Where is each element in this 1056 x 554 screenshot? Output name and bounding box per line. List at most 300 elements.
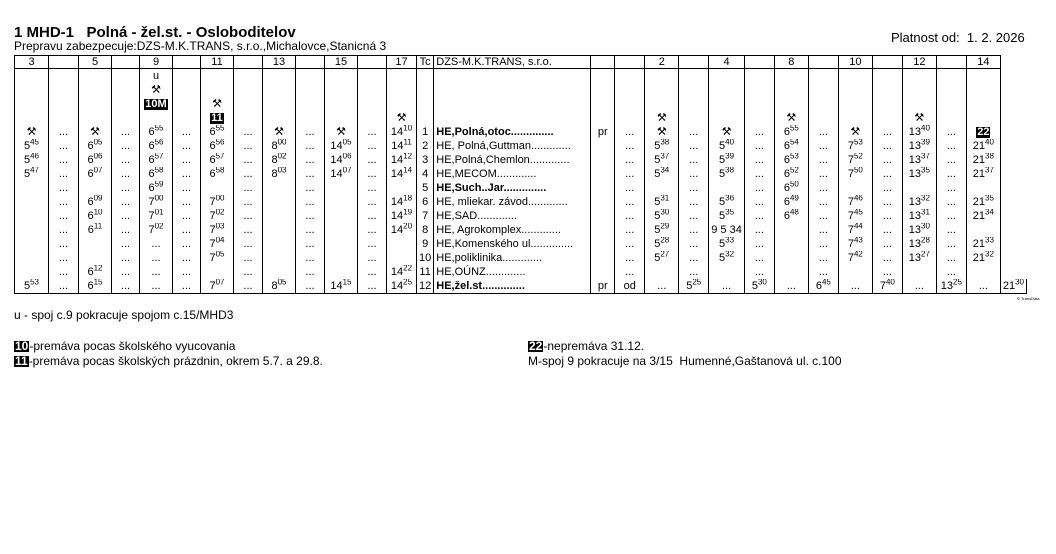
time-cell: $6^{07}$ (79, 167, 112, 181)
time-cell: ... (49, 125, 79, 139)
time-cell: $6^{50}$ (774, 181, 808, 195)
time-cell: ⚒ (15, 125, 49, 139)
time-cell (49, 69, 79, 84)
stop-name (434, 97, 591, 111)
time-cell: ... (679, 153, 709, 167)
time-cell: ... (173, 265, 201, 279)
direction-cell (591, 195, 615, 209)
time-cell: ... (808, 125, 838, 139)
time-cell: ... (358, 251, 387, 265)
time-cell: ... (49, 223, 79, 237)
time-cell: ... (112, 237, 140, 251)
time-cell: ... (808, 139, 838, 153)
time-cell: ... (966, 279, 1000, 294)
time-cell: ... (679, 139, 709, 153)
note-10-text: -premáva pocas školského vyucovania (29, 339, 236, 353)
note-10 (14, 339, 235, 353)
time-cell: ... (744, 209, 774, 223)
time-cell (15, 69, 49, 84)
time-cell (325, 195, 358, 209)
time-cell: ... (872, 265, 902, 279)
time-cell: ⚒ (387, 111, 417, 125)
stop-name (434, 111, 591, 125)
time-cell (615, 69, 645, 84)
time-cell (872, 69, 902, 84)
time-cell: $6^{55}$ (140, 125, 173, 139)
marker-row (15, 97, 1027, 111)
time-cell: 9 5 34 (709, 223, 745, 237)
table-row (15, 223, 1027, 237)
time-cell: ... (358, 209, 387, 223)
time-cell: ... (358, 181, 387, 195)
time-cell (325, 209, 358, 223)
time-cell: ⚒ (645, 111, 679, 125)
time-cell: ... (234, 237, 263, 251)
trip-number (112, 56, 140, 69)
time-cell: ... (902, 279, 936, 294)
time-cell: ... (173, 223, 201, 237)
time-cell: $6^{55}$ (774, 125, 808, 139)
time-cell (49, 111, 79, 125)
time-cell: ... (808, 209, 838, 223)
time-cell (966, 111, 1000, 125)
trip-number: 3 (15, 56, 49, 69)
time-cell: $7^{03}$ (201, 223, 234, 237)
time-cell: ... (234, 153, 263, 167)
time-cell (79, 69, 112, 84)
timetable-title: 1 MHD-1 Polná - žel.st. - Osloboditelov (14, 24, 296, 41)
time-cell (774, 237, 808, 251)
time-cell (201, 69, 234, 84)
trip-number: 14 (966, 56, 1000, 69)
time-cell: ... (872, 153, 902, 167)
time-cell (15, 97, 49, 111)
time-cell (263, 69, 296, 84)
time-cell (263, 265, 296, 279)
time-cell (966, 265, 1000, 279)
time-cell (838, 97, 872, 111)
time-cell: ... (112, 251, 140, 265)
time-cell: ... (808, 153, 838, 167)
time-cell: ... (615, 153, 645, 167)
time-cell (902, 97, 936, 111)
time-cell (263, 97, 296, 111)
time-cell: ... (296, 125, 325, 139)
table-row (15, 167, 1027, 181)
time-cell (263, 195, 296, 209)
trip-number: 13 (263, 56, 296, 69)
time-cell: ... (936, 223, 966, 237)
time-cell (966, 83, 1000, 97)
time-cell: $7^{46}$ (838, 195, 872, 209)
time-cell: $14^{05}$ (325, 139, 358, 153)
time-cell (263, 223, 296, 237)
time-cell (417, 83, 434, 97)
stop-number: 3 (417, 153, 434, 167)
time-cell: 22 (966, 125, 1000, 139)
time-cell (774, 223, 808, 237)
stop-name: HE,Polná,otoc.............. (434, 125, 591, 139)
time-cell: $5^{34}$ (645, 167, 679, 181)
time-cell: $14^{10}$ (387, 125, 417, 139)
time-cell: ... (679, 195, 709, 209)
time-cell: ... (744, 153, 774, 167)
time-cell: $5^{37}$ (645, 153, 679, 167)
time-cell (234, 69, 263, 84)
time-cell: ... (744, 181, 774, 195)
stop-name: HE,SAD............. (434, 209, 591, 223)
time-cell (645, 83, 679, 97)
time-cell: ... (709, 279, 745, 294)
time-cell: ... (679, 237, 709, 251)
time-cell: ... (774, 279, 808, 294)
time-cell: pr (591, 125, 615, 139)
time-cell: $6^{53}$ (774, 153, 808, 167)
time-cell: ... (112, 209, 140, 223)
time-cell: ... (744, 265, 774, 279)
time-cell: ... (112, 279, 140, 294)
time-cell: $21^{34}$ (966, 209, 1000, 223)
trip-number (679, 56, 709, 69)
time-cell: $13^{25}$ (936, 279, 966, 294)
stop-name: HE,OÚNZ............. (434, 265, 591, 279)
time-cell: ... (744, 125, 774, 139)
time-cell: $8^{05}$ (263, 279, 296, 294)
time-cell (774, 265, 808, 279)
time-cell: ... (173, 209, 201, 223)
time-cell (201, 83, 234, 97)
time-cell: $7^{04}$ (201, 237, 234, 251)
note-11-badge: 11 (15, 354, 28, 368)
time-cell: 1 (417, 125, 434, 139)
time-cell: $6^{12}$ (79, 265, 112, 279)
time-cell: $21^{33}$ (966, 237, 1000, 251)
time-cell: ... (872, 251, 902, 265)
time-cell: $6^{58}$ (140, 167, 173, 181)
time-cell: $6^{05}$ (79, 139, 112, 153)
time-cell: ... (296, 237, 325, 251)
time-cell: ... (358, 139, 387, 153)
note-m: M-spoj 9 pokracuje na 3/15 Humenné,Gaštanová ul. c.100 (528, 354, 842, 368)
direction-cell: pr (591, 279, 615, 294)
table-row (15, 181, 1027, 195)
time-cell (296, 69, 325, 84)
time-cell (709, 111, 745, 125)
time-cell (234, 111, 263, 125)
time-cell: $6^{55}$ (201, 125, 234, 139)
trip-number (591, 56, 615, 69)
time-cell: $14^{18}$ (387, 195, 417, 209)
time-cell (15, 83, 49, 97)
marker-row (15, 83, 1027, 97)
time-cell (325, 181, 358, 195)
time-cell: ... (872, 237, 902, 251)
time-cell: ... (173, 181, 201, 195)
trip-number: 8 (774, 56, 808, 69)
time-cell (358, 83, 387, 97)
time-cell: ... (808, 195, 838, 209)
validity-label: Platnost od: (891, 30, 960, 45)
time-cell: $6^{09}$ (79, 195, 112, 209)
time-cell: ... (936, 139, 966, 153)
time-cell: ... (615, 237, 645, 251)
time-cell (902, 69, 936, 84)
time-cell: od (615, 279, 645, 294)
time-cell (838, 69, 872, 84)
time-cell: $13^{40}$ (902, 125, 936, 139)
time-cell: ... (234, 251, 263, 265)
time-cell: ... (296, 167, 325, 181)
time-cell: $13^{28}$ (902, 237, 936, 251)
time-cell: ... (234, 125, 263, 139)
time-cell: ... (872, 167, 902, 181)
stop-number: 4 (417, 167, 434, 181)
trip-number: 11 (201, 56, 234, 69)
time-cell: ... (872, 139, 902, 153)
time-cell: ⚒ (838, 125, 872, 139)
time-cell (591, 83, 615, 97)
time-cell: ... (296, 181, 325, 195)
time-cell: ⚒ (645, 125, 679, 139)
stop-name: HE,MECOM............. (434, 167, 591, 181)
time-cell: ⚒ (325, 125, 358, 139)
time-cell: ... (112, 265, 140, 279)
time-cell (966, 223, 1000, 237)
time-cell (774, 97, 808, 111)
time-cell (79, 237, 112, 251)
time-cell: ... (358, 153, 387, 167)
time-cell (325, 223, 358, 237)
time-cell: $14^{25}$ (387, 279, 417, 294)
direction-cell (591, 223, 615, 237)
time-cell: $7^{42}$ (838, 251, 872, 265)
time-cell: $13^{31}$ (902, 209, 936, 223)
time-cell (173, 97, 201, 111)
time-cell: ... (112, 181, 140, 195)
time-cell: $5^{47}$ (15, 167, 49, 181)
time-cell: ... (679, 223, 709, 237)
time-cell: $13^{37}$ (902, 153, 936, 167)
time-cell (112, 83, 140, 97)
trip-number: 5 (79, 56, 112, 69)
time-cell (325, 237, 358, 251)
time-cell (591, 69, 615, 84)
time-cell: ... (615, 209, 645, 223)
direction-cell (591, 209, 615, 223)
time-cell (201, 181, 234, 195)
time-cell: ... (358, 167, 387, 181)
time-cell: ... (49, 265, 79, 279)
time-cell: $14^{11}$ (387, 139, 417, 153)
time-cell: ... (615, 125, 645, 139)
time-cell: $13^{32}$ (902, 195, 936, 209)
time-cell: $6^{56}$ (140, 139, 173, 153)
stop-name: HE,Such..Jar.............. (434, 181, 591, 195)
time-cell: $5^{53}$ (15, 279, 49, 294)
time-cell: $6^{57}$ (201, 153, 234, 167)
time-cell: ... (936, 195, 966, 209)
time-cell: ... (936, 265, 966, 279)
time-cell (79, 181, 112, 195)
time-cell: ... (936, 125, 966, 139)
time-cell: ... (296, 153, 325, 167)
time-cell: $14^{06}$ (325, 153, 358, 167)
time-cell: ... (296, 265, 325, 279)
time-cell (744, 69, 774, 84)
time-cell: ... (112, 167, 140, 181)
time-cell: ... (358, 279, 387, 294)
stop-name (434, 83, 591, 97)
time-cell: ... (645, 279, 679, 294)
trip-number: 4 (709, 56, 745, 69)
time-cell: $7^{43}$ (838, 237, 872, 251)
time-cell (645, 97, 679, 111)
time-cell: ... (234, 279, 263, 294)
time-cell (774, 69, 808, 84)
time-cell: ... (808, 181, 838, 195)
time-cell: $8^{03}$ (263, 167, 296, 181)
trip-number (808, 56, 838, 69)
time-cell (679, 69, 709, 84)
time-cell: ... (615, 251, 645, 265)
marker-row (15, 111, 1027, 125)
time-cell: ... (140, 251, 173, 265)
time-cell: ... (173, 251, 201, 265)
stop-name: HE, Polná,Guttman............. (434, 139, 591, 153)
time-cell: $7^{02}$ (140, 223, 173, 237)
time-cell: ... (615, 181, 645, 195)
time-cell: $7^{53}$ (838, 139, 872, 153)
time-cell: $14^{07}$ (325, 167, 358, 181)
time-cell: ... (679, 251, 709, 265)
time-cell: $5^{38}$ (709, 167, 745, 181)
time-cell (358, 69, 387, 84)
table-row (15, 153, 1027, 167)
time-cell: $21^{32}$ (966, 251, 1000, 265)
time-cell: ... (936, 237, 966, 251)
time-cell: ... (744, 195, 774, 209)
stop-number: 9 (417, 237, 434, 251)
time-cell (140, 111, 173, 125)
time-cell (709, 83, 745, 97)
time-cell (325, 97, 358, 111)
time-cell (744, 97, 774, 111)
time-cell: $5^{30}$ (744, 279, 774, 294)
time-cell: ... (808, 237, 838, 251)
time-cell: $7^{50}$ (838, 167, 872, 181)
time-cell: ... (808, 223, 838, 237)
time-cell: ... (358, 125, 387, 139)
time-cell: $6^{54}$ (774, 139, 808, 153)
time-cell: ... (49, 209, 79, 223)
time-cell: $14^{15}$ (325, 279, 358, 294)
stop-name: HE,Komenského ul.............. (434, 237, 591, 251)
time-cell: $6^{15}$ (79, 279, 112, 294)
time-cell: ... (49, 195, 79, 209)
time-cell: ... (296, 139, 325, 153)
time-cell (325, 69, 358, 84)
time-cell: ... (296, 223, 325, 237)
trip-number (936, 56, 966, 69)
time-cell (387, 251, 417, 265)
time-cell (15, 265, 49, 279)
direction-cell (591, 237, 615, 251)
time-cell: ... (296, 279, 325, 294)
time-cell (872, 97, 902, 111)
time-cell: ... (936, 167, 966, 181)
time-cell: ... (872, 181, 902, 195)
time-cell: $21^{37}$ (966, 167, 1000, 181)
time-cell: 11 (201, 111, 234, 125)
time-cell (966, 181, 1000, 195)
time-cell (936, 83, 966, 97)
time-cell (645, 69, 679, 84)
time-cell: $5^{25}$ (679, 279, 709, 294)
credit: © TransData (1017, 296, 1040, 301)
time-cell (387, 69, 417, 84)
time-cell: ... (615, 223, 645, 237)
time-cell: 10M (140, 97, 173, 111)
note-11-text: -premáva pocas školských prázdnin, okrem 5.7. a 29.8. (28, 354, 323, 368)
trip-number (173, 56, 201, 69)
time-cell: ... (744, 167, 774, 181)
stop-name: HE,poliklinika............. (434, 251, 591, 265)
time-cell: $6^{11}$ (79, 223, 112, 237)
time-cell: $13^{30}$ (902, 223, 936, 237)
marker-row (15, 69, 1027, 84)
operator-header: DZS-M.K.TRANS, s.r.o. (434, 56, 591, 69)
time-cell: ... (234, 181, 263, 195)
time-cell (79, 111, 112, 125)
time-cell (15, 111, 49, 125)
time-cell: ... (49, 251, 79, 265)
time-cell: ... (140, 237, 173, 251)
time-cell: $5^{27}$ (645, 251, 679, 265)
time-cell: ... (49, 167, 79, 181)
time-cell: $5^{45}$ (15, 139, 49, 153)
time-cell: ... (808, 265, 838, 279)
time-cell: ... (872, 195, 902, 209)
time-cell (417, 69, 434, 84)
time-cell (263, 111, 296, 125)
table-row (15, 209, 1027, 223)
time-cell: $6^{58}$ (201, 167, 234, 181)
time-cell: $14^{20}$ (387, 223, 417, 237)
time-cell (744, 83, 774, 97)
time-cell: $21^{35}$ (966, 195, 1000, 209)
time-cell: ... (615, 167, 645, 181)
stop-number: 12 (417, 279, 434, 294)
time-cell: $5^{31}$ (645, 195, 679, 209)
stop-number: 10 (417, 251, 434, 265)
stop-name: HE, mliekar. závod............. (434, 195, 591, 209)
time-cell (838, 111, 872, 125)
time-cell: ... (872, 223, 902, 237)
time-cell (902, 83, 936, 97)
time-cell: $5^{40}$ (709, 139, 745, 153)
time-cell (79, 83, 112, 97)
time-cell: ... (615, 265, 645, 279)
time-cell (936, 111, 966, 125)
time-cell: ... (49, 237, 79, 251)
time-cell: ... (744, 139, 774, 153)
header-row (15, 56, 1027, 69)
stop-number: 2 (417, 139, 434, 153)
time-cell: ... (234, 167, 263, 181)
time-cell: ... (872, 125, 902, 139)
trip-number: 9 (140, 56, 173, 69)
time-cell (808, 111, 838, 125)
